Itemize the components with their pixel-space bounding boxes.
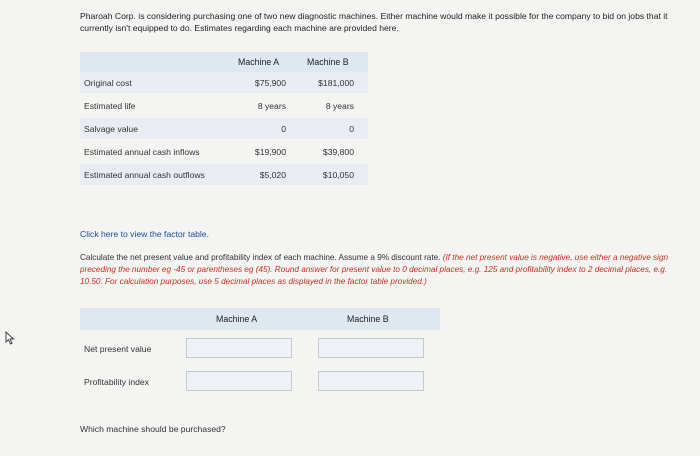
column-header-machine-a: Machine A <box>238 57 280 67</box>
machine-a-salvage-value: 0 <box>281 124 286 134</box>
row-label-annual-cash-inflows: Estimated annual cash inflows <box>84 147 200 157</box>
machine-b-annual-cash-outflows: $10,050 <box>322 170 354 180</box>
row-label-estimated-life: Estimated life <box>84 101 136 111</box>
instructions-rounding-note: (If the net present value is negative, use either a negative sign preceding the number eg -45 or parentheses eg (45). Round answer for present value to 0 decimal places, e.g. 125 and profitability index to 2 decimal places, e.g. 10.50. For calculation purposes, use 5 decimal places as displayed in the factor table provided.) <box>80 253 669 286</box>
machine-b-annual-cash-inflows: $39,800 <box>322 147 354 157</box>
mouse-cursor-icon <box>5 331 15 345</box>
machine-b-profitability-index-input[interactable] <box>318 371 424 391</box>
purchase-question: Which machine should be purchased? <box>80 424 226 434</box>
machine-b-salvage-value: 0 <box>349 124 354 134</box>
factor-table-link[interactable]: Click here to view the factor table. <box>80 229 209 239</box>
machine-b-original-cost: $181,000 <box>318 78 354 88</box>
intro-text: Pharoah Corp. is considering purchasing one of two new diagnostic machines. Either machine would make it possible for the company to bid on jobs that it currently isn't equipped to do. Estimates regarding each machine are provided here. <box>80 11 668 33</box>
instructions <box>80 252 670 288</box>
row-label-profitability-index: Profitability index <box>84 377 149 387</box>
column-header-machine-b: Machine B <box>307 57 349 67</box>
row-label-net-present-value: Net present value <box>84 344 152 354</box>
row-label-salvage-value: Salvage value <box>84 124 138 134</box>
machine-a-npv-input[interactable] <box>186 338 292 358</box>
machine-a-annual-cash-inflows: $19,900 <box>254 147 286 157</box>
machine-a-estimated-life: 8 years <box>257 101 286 111</box>
machine-a-annual-cash-outflows: $5,020 <box>259 170 286 180</box>
row-label-original-cost: Original cost <box>84 78 132 88</box>
machine-b-estimated-life: 8 years <box>325 101 354 111</box>
answer-header-machine-b: Machine B <box>347 314 389 324</box>
answer-header-machine-a: Machine A <box>216 314 258 324</box>
instructions-text: Calculate the net present value and profitability index of each machine. Assume a 9% discount rate. <box>80 253 443 262</box>
machine-a-original-cost: $75,900 <box>254 78 286 88</box>
machine-a-profitability-index-input[interactable] <box>186 371 292 391</box>
machine-b-npv-input[interactable] <box>318 338 424 358</box>
row-label-annual-cash-outflows: Estimated annual cash outflows <box>84 170 205 180</box>
